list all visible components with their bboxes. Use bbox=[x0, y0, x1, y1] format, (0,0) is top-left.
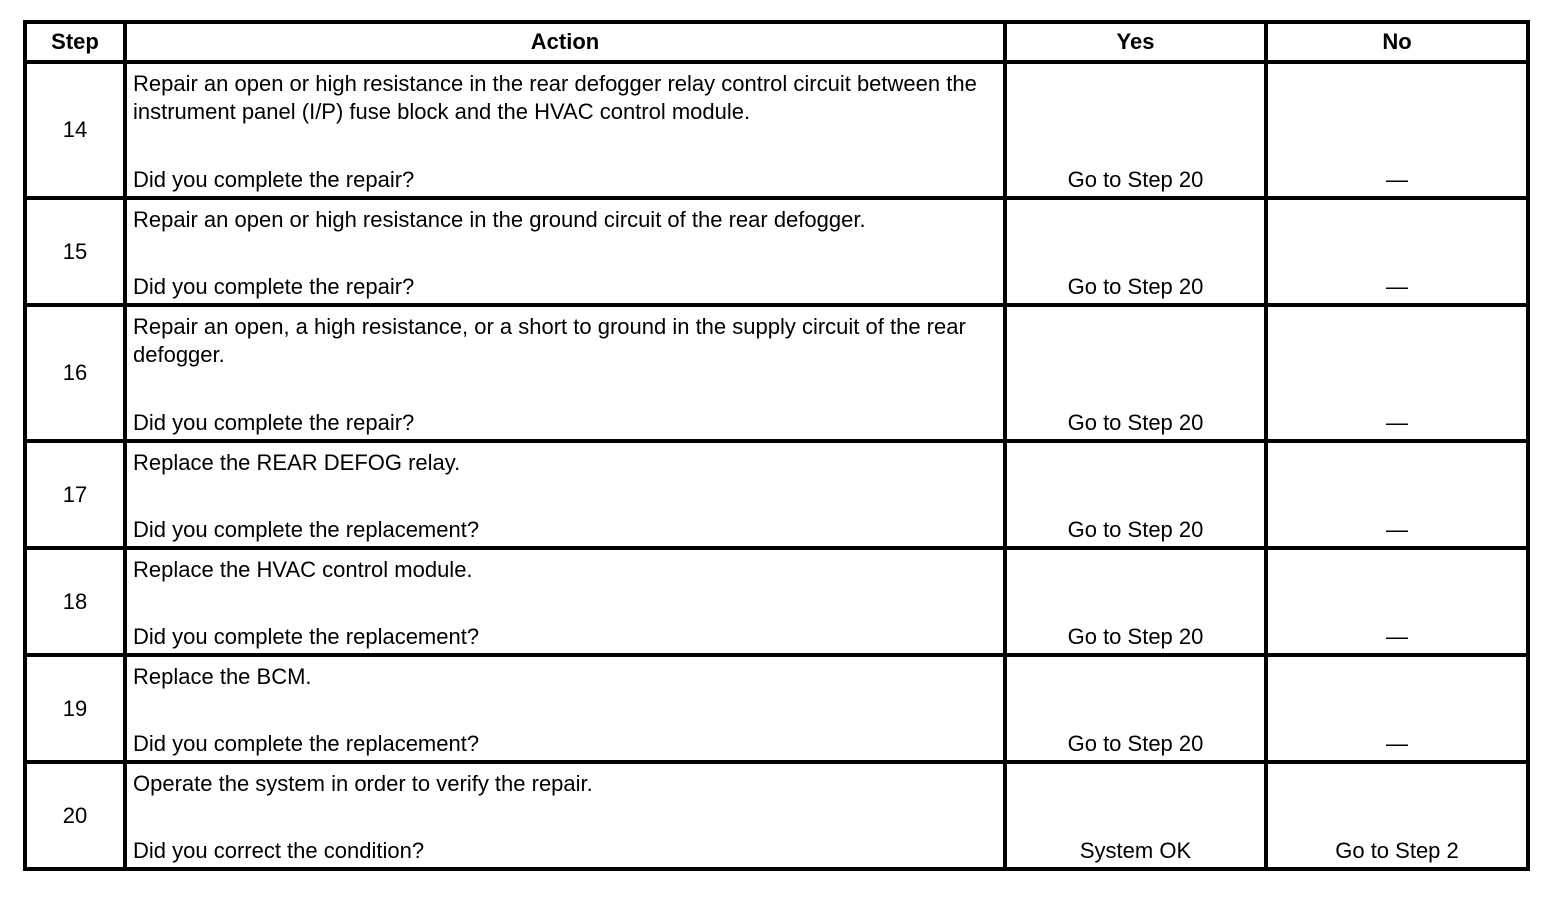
yes-result: Go to Step 20 bbox=[1005, 198, 1266, 305]
table-row bbox=[25, 62, 1528, 198]
table-row bbox=[25, 441, 1528, 548]
no-result: — bbox=[1266, 441, 1528, 548]
step-number: 15 bbox=[25, 198, 125, 305]
no-result: — bbox=[1266, 62, 1528, 198]
header-row bbox=[25, 22, 1528, 62]
action-instruction: Repair an open or high resistance in the rear defogger relay control circuit between the instrument panel (I/P) fuse block and the HVAC control module. bbox=[133, 71, 977, 124]
step-number: 18 bbox=[25, 548, 125, 655]
header-no: No bbox=[1266, 22, 1528, 62]
step-number: 17 bbox=[25, 441, 125, 548]
header-yes: Yes bbox=[1005, 22, 1266, 62]
no-result: — bbox=[1266, 548, 1528, 655]
action-question: Did you complete the repair? bbox=[133, 274, 415, 299]
yes-result: Go to Step 20 bbox=[1005, 305, 1266, 441]
step-number: 14 bbox=[25, 62, 125, 198]
action-instruction: Replace the BCM. bbox=[133, 664, 312, 689]
yes-result: Go to Step 20 bbox=[1005, 441, 1266, 548]
step-number: 19 bbox=[25, 655, 125, 762]
action-instruction: Repair an open, a high resistance, or a short to ground in the supply circuit of the rear defogger. bbox=[133, 314, 966, 367]
step-number: 20 bbox=[25, 762, 125, 869]
action-cell bbox=[125, 441, 1005, 548]
action-question: Did you complete the replacement? bbox=[133, 731, 480, 756]
diagnostic-table bbox=[23, 20, 1530, 871]
action-instruction: Operate the system in order to verify the repair. bbox=[133, 771, 593, 796]
action-question: Did you complete the repair? bbox=[133, 410, 415, 435]
action-question: Did you complete the replacement? bbox=[133, 624, 480, 649]
header-step: Step bbox=[25, 22, 125, 62]
yes-result: Go to Step 20 bbox=[1005, 62, 1266, 198]
table-row bbox=[25, 548, 1528, 655]
yes-result: Go to Step 20 bbox=[1005, 548, 1266, 655]
action-question: Did you complete the replacement? bbox=[133, 517, 480, 542]
action-cell bbox=[125, 762, 1005, 869]
header-action: Action bbox=[125, 22, 1005, 62]
no-result: — bbox=[1266, 198, 1528, 305]
no-result: — bbox=[1266, 655, 1528, 762]
yes-result: System OK bbox=[1005, 762, 1266, 869]
table-row bbox=[25, 655, 1528, 762]
table-row bbox=[25, 305, 1528, 441]
yes-result: Go to Step 20 bbox=[1005, 655, 1266, 762]
no-result: — bbox=[1266, 305, 1528, 441]
action-question: Did you complete the repair? bbox=[133, 167, 415, 192]
action-instruction: Replace the REAR DEFOG relay. bbox=[133, 450, 461, 475]
no-result: Go to Step 2 bbox=[1266, 762, 1528, 869]
table-row bbox=[25, 198, 1528, 305]
step-number: 16 bbox=[25, 305, 125, 441]
table-row bbox=[25, 762, 1528, 869]
action-cell bbox=[125, 305, 1005, 441]
action-question: Did you correct the condition? bbox=[133, 838, 425, 863]
action-cell bbox=[125, 62, 1005, 198]
action-instruction: Replace the HVAC control module. bbox=[133, 557, 473, 582]
action-cell bbox=[125, 548, 1005, 655]
action-cell bbox=[125, 655, 1005, 762]
action-cell bbox=[125, 198, 1005, 305]
action-instruction: Repair an open or high resistance in the ground circuit of the rear defogger. bbox=[133, 207, 866, 232]
